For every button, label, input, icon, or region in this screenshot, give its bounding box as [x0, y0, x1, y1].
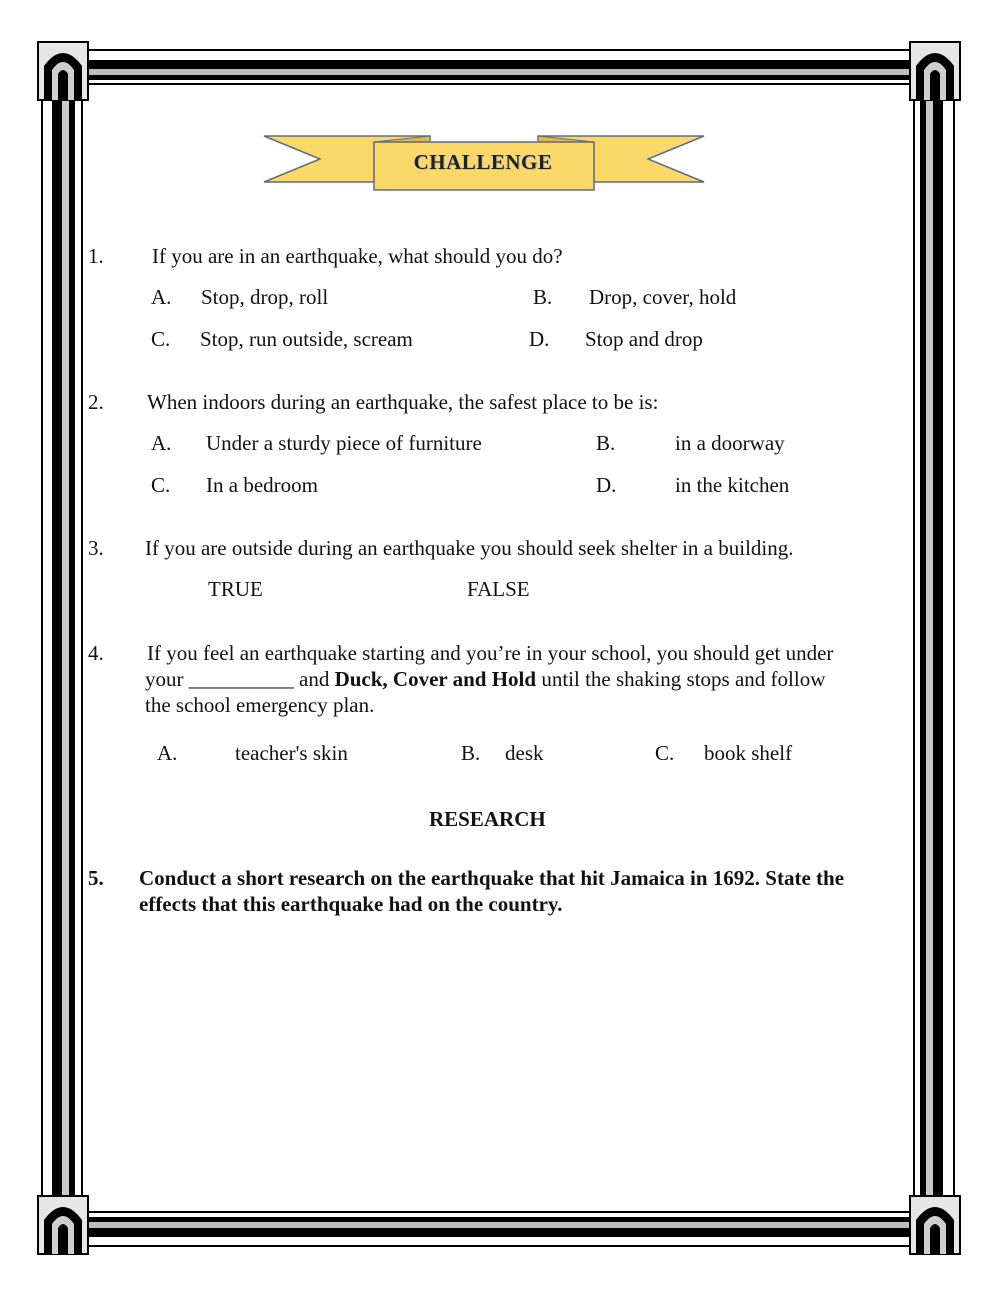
q4-question-line-3: the school emergency plan.	[145, 693, 375, 717]
q1-option-a-text: Stop, drop, roll	[201, 285, 329, 309]
q4-question-line-2	[145, 666, 825, 692]
border-bottom-rail	[62, 1212, 938, 1246]
q4-option-b-text: desk	[505, 741, 544, 765]
q4-option-a-letter: A.	[157, 741, 178, 765]
q5-question-line-2: effects that this earthquake had on the country.	[139, 892, 563, 916]
q4-question-line-1: If you feel an earthquake starting and you’re in your school, you should get under	[147, 641, 834, 665]
q2-option-d-text: in the kitchen	[675, 473, 790, 497]
q2-number: 2.	[88, 390, 104, 414]
corner-ornament-bottom-left	[38, 1196, 88, 1254]
q3-number: 3.	[88, 536, 104, 560]
q4-option-b-letter: B.	[461, 741, 481, 765]
q1-option-d-text: Stop and drop	[585, 327, 703, 351]
q2-question: When indoors during an earthquake, the safest place to be is:	[147, 390, 659, 414]
corner-ornament-bottom-right	[910, 1196, 960, 1254]
q2-option-a-text: Under a sturdy piece of furniture	[206, 431, 482, 455]
border-left-post	[42, 62, 82, 1234]
q4-option-c-letter: C.	[655, 741, 675, 765]
q4-number: 4.	[88, 641, 104, 665]
q4-option-c-text: book shelf	[704, 741, 793, 765]
q1-option-d-letter: D.	[529, 327, 550, 351]
q2-option-c-text: In a bedroom	[206, 473, 318, 497]
q3-false-option: FALSE	[467, 577, 530, 601]
q4-option-a-text: teacher's skin	[235, 741, 348, 765]
q1-question: If you are in an earthquake, what should you do?	[152, 244, 563, 268]
q2-option-c-letter: C.	[151, 473, 171, 497]
q3-true-option: TRUE	[208, 577, 263, 601]
corner-ornament-top-left	[38, 42, 88, 100]
q1-number: 1.	[88, 244, 104, 268]
q2-option-d-letter: D.	[596, 473, 617, 497]
q1-option-b-letter: B.	[533, 285, 553, 309]
q2-option-b-text: in a doorway	[675, 431, 785, 455]
q3-question: If you are outside during an earthquake you should seek shelter in a building.	[145, 536, 794, 560]
research-heading: RESEARCH	[429, 807, 546, 831]
border-top-rail	[62, 50, 938, 84]
q1-option-b-text: Drop, cover, hold	[589, 285, 737, 309]
challenge-heading: CHALLENGE	[413, 150, 553, 174]
q1-option-a-letter: A.	[151, 285, 172, 309]
q2-option-a-letter: A.	[151, 431, 172, 455]
q5-question-line-1: Conduct a short research on the earthquake that hit Jamaica in 1692. State the	[139, 866, 845, 890]
q4-line-2-start: your __________ and	[145, 667, 335, 691]
q4-line-2-end: until the shaking stops and follow	[536, 667, 826, 691]
q1-option-c-text: Stop, run outside, scream	[200, 327, 413, 351]
q5-number: 5.	[88, 866, 104, 890]
q4-duck-cover-hold: Duck, Cover and Hold	[334, 667, 537, 691]
q2-option-b-letter: B.	[596, 431, 616, 455]
q1-option-c-letter: C.	[151, 327, 171, 351]
corner-ornament-top-right	[910, 42, 960, 100]
border-right-post	[914, 62, 954, 1234]
